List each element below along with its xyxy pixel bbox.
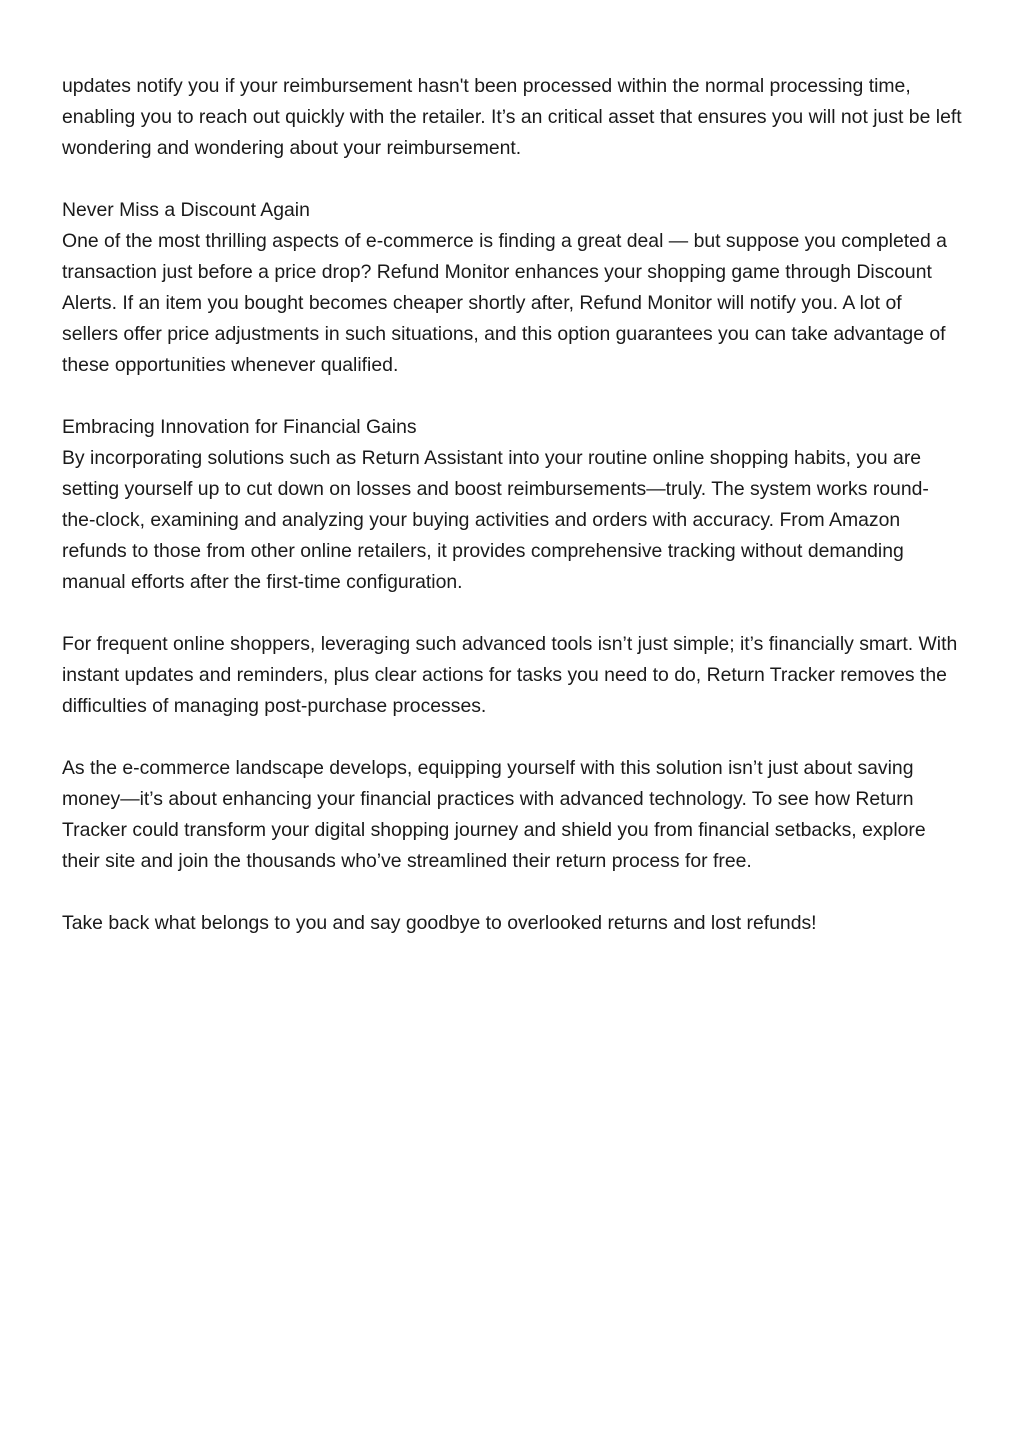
innovation-section-paragraph: By incorporating solutions such as Return Assistant into your routine online shopping habits, you are setting yourself up to cut down on losses and boost reimbursements—truly. The system works round-the-clock, examining and analyzing your buying activities and orders with accuracy. From Amazon refunds to those from other online retailers, it provides comprehensive tracking without demanding manual efforts after the first-time configuration. bbox=[62, 447, 929, 593]
discount-section-heading: Never Miss a Discount Again bbox=[62, 199, 310, 221]
shoppers-paragraph: For frequent online shoppers, leveraging such advanced tools isn’t just simple; it’s financially smart. With instant updates and reminders, plus clear actions for tasks you need to do, Return Tracker removes the difficulties of managing post-purchase processes. bbox=[62, 633, 958, 717]
innovation-section-heading: Embracing Innovation for Financial Gains bbox=[62, 416, 417, 438]
landscape-paragraph-block bbox=[62, 753, 962, 877]
closing-paragraph-block bbox=[62, 908, 962, 939]
shoppers-paragraph-block bbox=[62, 629, 962, 722]
closing-paragraph: Take back what belongs to you and say goodbye to overlooked returns and lost refunds! bbox=[62, 912, 817, 934]
innovation-section bbox=[62, 412, 962, 598]
intro-paragraph-block bbox=[62, 71, 962, 164]
landscape-paragraph: As the e-commerce landscape develops, equipping yourself with this solution isn’t just about saving money—it’s about enhancing your financial practices with advanced technology. To see how Return Tracker could transform your digital shopping journey and shield you from financial setbacks, explore their site and join the thousands who’ve streamlined their return process for free. bbox=[62, 757, 926, 872]
discount-section-paragraph: One of the most thrilling aspects of e-commerce is finding a great deal — but suppose you completed a transaction just before a price drop? Refund Monitor enhances your shopping game through Discount Alerts. If an item you bought becomes cheaper shortly after, Refund Monitor will notify you. A lot of sellers offer price adjustments in such situations, and this option guarantees you can take advantage of these opportunities whenever qualified. bbox=[62, 230, 947, 376]
intro-paragraph: updates notify you if your reimbursement hasn't been processed within the normal processing time, enabling you to reach out quickly with the retailer. It’s an critical asset that ensures you will not just be left wondering and wondering about your reimbursement. bbox=[62, 75, 962, 159]
document-page bbox=[62, 71, 962, 970]
discount-section bbox=[62, 195, 962, 381]
